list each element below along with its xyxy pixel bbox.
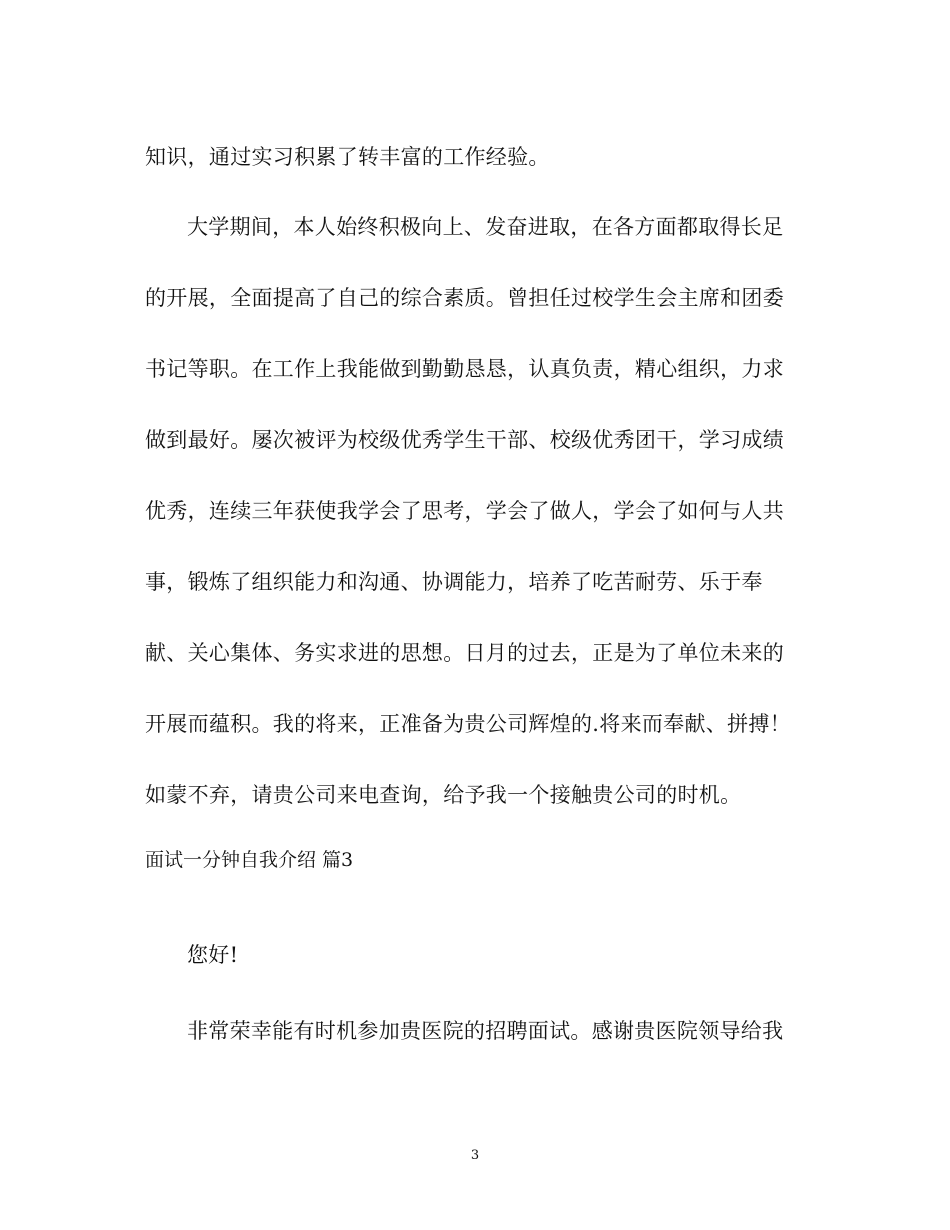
paragraph-line: 开展而蕴积。我的将来，正准备为贵公司辉煌的.将来而奉献、拼搏！: [145, 712, 791, 736]
paragraph-line: 大学期间，本人始终积极向上、发奋进取，在各方面都取得长足: [187, 215, 784, 239]
paragraph-line: 献、关心集体、务实求进的思想。日月的过去，正是为了单位未来的: [145, 641, 784, 665]
paragraph-line: 知识，通过实习积累了转丰富的工作经验。: [145, 145, 550, 169]
paragraph-line: 事，锻炼了组织能力和沟通、协调能力，培养了吃苦耐劳、乐于奉: [145, 570, 763, 594]
paragraph-line: 书记等职。在工作上我能做到勤勤恳恳，认真负责，精心组织，力求: [145, 357, 784, 381]
paragraph-line: 非常荣幸能有时机参加贵医院的招聘面试。感谢贵医院领导给我: [187, 1019, 784, 1043]
greeting-line: 您好!: [187, 943, 239, 967]
paragraph-line: 做到最好。屡次被评为校级优秀学生干部、校级优秀团干，学习成绩: [145, 428, 784, 452]
section-heading: 面试一分钟自我介绍 篇3: [145, 849, 354, 871]
paragraph-line: 如蒙不弃，请贵公司来电查询，给予我一个接触贵公司的时机。: [145, 783, 742, 807]
paragraph-line: 优秀，连续三年获使我学会了思考，学会了做人，学会了如何与人共: [145, 499, 784, 523]
paragraph-line: 的开展，全面提高了自己的综合素质。曾担任过校学生会主席和团委: [145, 286, 784, 310]
page-number: 3: [470, 1148, 480, 1163]
